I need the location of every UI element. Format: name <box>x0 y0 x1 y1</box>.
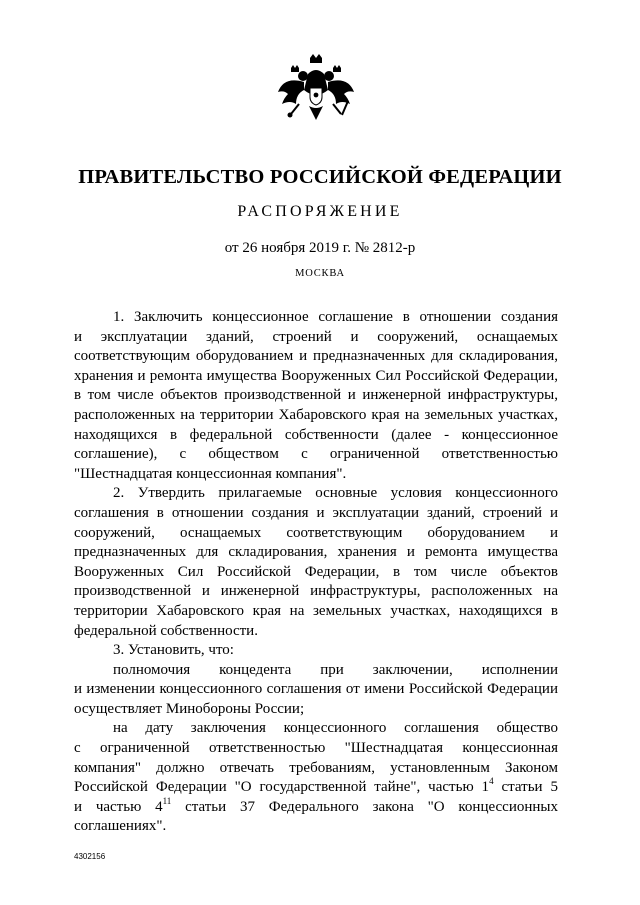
paragraph-4-line: полномочия концедента при заключении, исполнении <box>113 661 558 678</box>
paragraph-1-line: 1. Заключить концессионное соглашение в отношении создания <box>113 309 558 325</box>
paragraph-1-line: соответствующим оборудованием и предназначенных для складирования, <box>74 348 558 365</box>
document-city: МОСКВА <box>295 268 345 279</box>
paragraph-2-line: сооружений, оснащаемых соответствующим оборудованием и <box>74 524 558 541</box>
paragraph-5-text: статьи 5 <box>493 779 558 796</box>
paragraph-2-line: территории Хабаровского края на земельных участках, находящихся в <box>74 602 558 619</box>
paragraph-2-line: соглашения в отношении создания и эксплуатации зданий, строений и <box>74 504 558 521</box>
paragraph-1-line: находящихся в федеральной собственности (далее - концессионное <box>74 426 558 443</box>
paragraph-5-text: и частью 4 <box>74 798 163 815</box>
paragraph-1-line: расположенных на территории Хабаровского края на земельных участках, <box>74 406 558 423</box>
paragraph-2-line: федеральной собственности. <box>74 622 258 639</box>
paragraph-5-line <box>74 795 558 818</box>
paragraph-5-line: соглашениях". <box>74 818 167 835</box>
russian-coat-of-arms-icon <box>273 52 359 138</box>
paragraph-5-line: с ограниченной ответственностью "Шестнадцатая концессионная <box>74 740 558 757</box>
superscript: 11 <box>162 795 172 806</box>
paragraph-3-line: 3. Установить, что: <box>113 642 234 659</box>
paragraph-2-line: 2. Утвердить прилагаемые основные условия концессионного <box>113 485 558 502</box>
superscript: 4 <box>489 776 494 787</box>
paragraph-1-line: "Шестнадцатая концессионная компания". <box>74 465 347 482</box>
paragraph-4-line: и изменении концессионного соглашения от имени Российской Федерации <box>74 681 558 698</box>
document-date-number: от 26 ноября 2019 г. № 2812-р <box>224 240 416 256</box>
paragraph-2-line: производственной и инженерной инфраструктуры, расположенных на <box>74 583 558 600</box>
paragraph-2-line: предназначенных для складирования, хранения и ремонта имущества <box>74 544 558 561</box>
government-title: ПРАВИТЕЛЬСТВО РОССИЙСКОЙ ФЕДЕРАЦИИ <box>78 166 562 188</box>
paragraph-4-line: осуществляет Минобороны России; <box>74 700 305 717</box>
paragraph-1-line: и эксплуатации зданий, строений и сооружений, оснащаемых <box>74 328 558 345</box>
document-code: 4302156 <box>74 852 106 861</box>
paragraph-2-line: Вооруженных Сил Российской Федерации, в том числе объектов <box>74 563 558 580</box>
document-body <box>74 308 558 837</box>
paragraph-1-line: хранения и ремонта имущества Вооруженных Сил Российской Федерации, <box>74 367 558 384</box>
paragraph-1-line: в том числе объектов производственной и инженерной инфраструктуры, <box>74 387 558 404</box>
paragraph-5-text: статьи 37 Федерального закона "О концессионных <box>171 798 558 815</box>
paragraph-5-line: компания" должно отвечать требованиям, установленным Законом <box>74 759 558 776</box>
paragraph-5-line: на дату заключения концессионного соглашения общество <box>113 720 558 737</box>
paragraph-5-line <box>74 778 558 798</box>
paragraph-5-text: Российской Федерации "О государственной тайне", частью 1 <box>74 779 490 796</box>
paragraph-1-line: соглашение), с обществом с ограниченной ответственностью <box>74 446 558 463</box>
document-type: РАСПОРЯЖЕНИЕ <box>237 203 403 220</box>
